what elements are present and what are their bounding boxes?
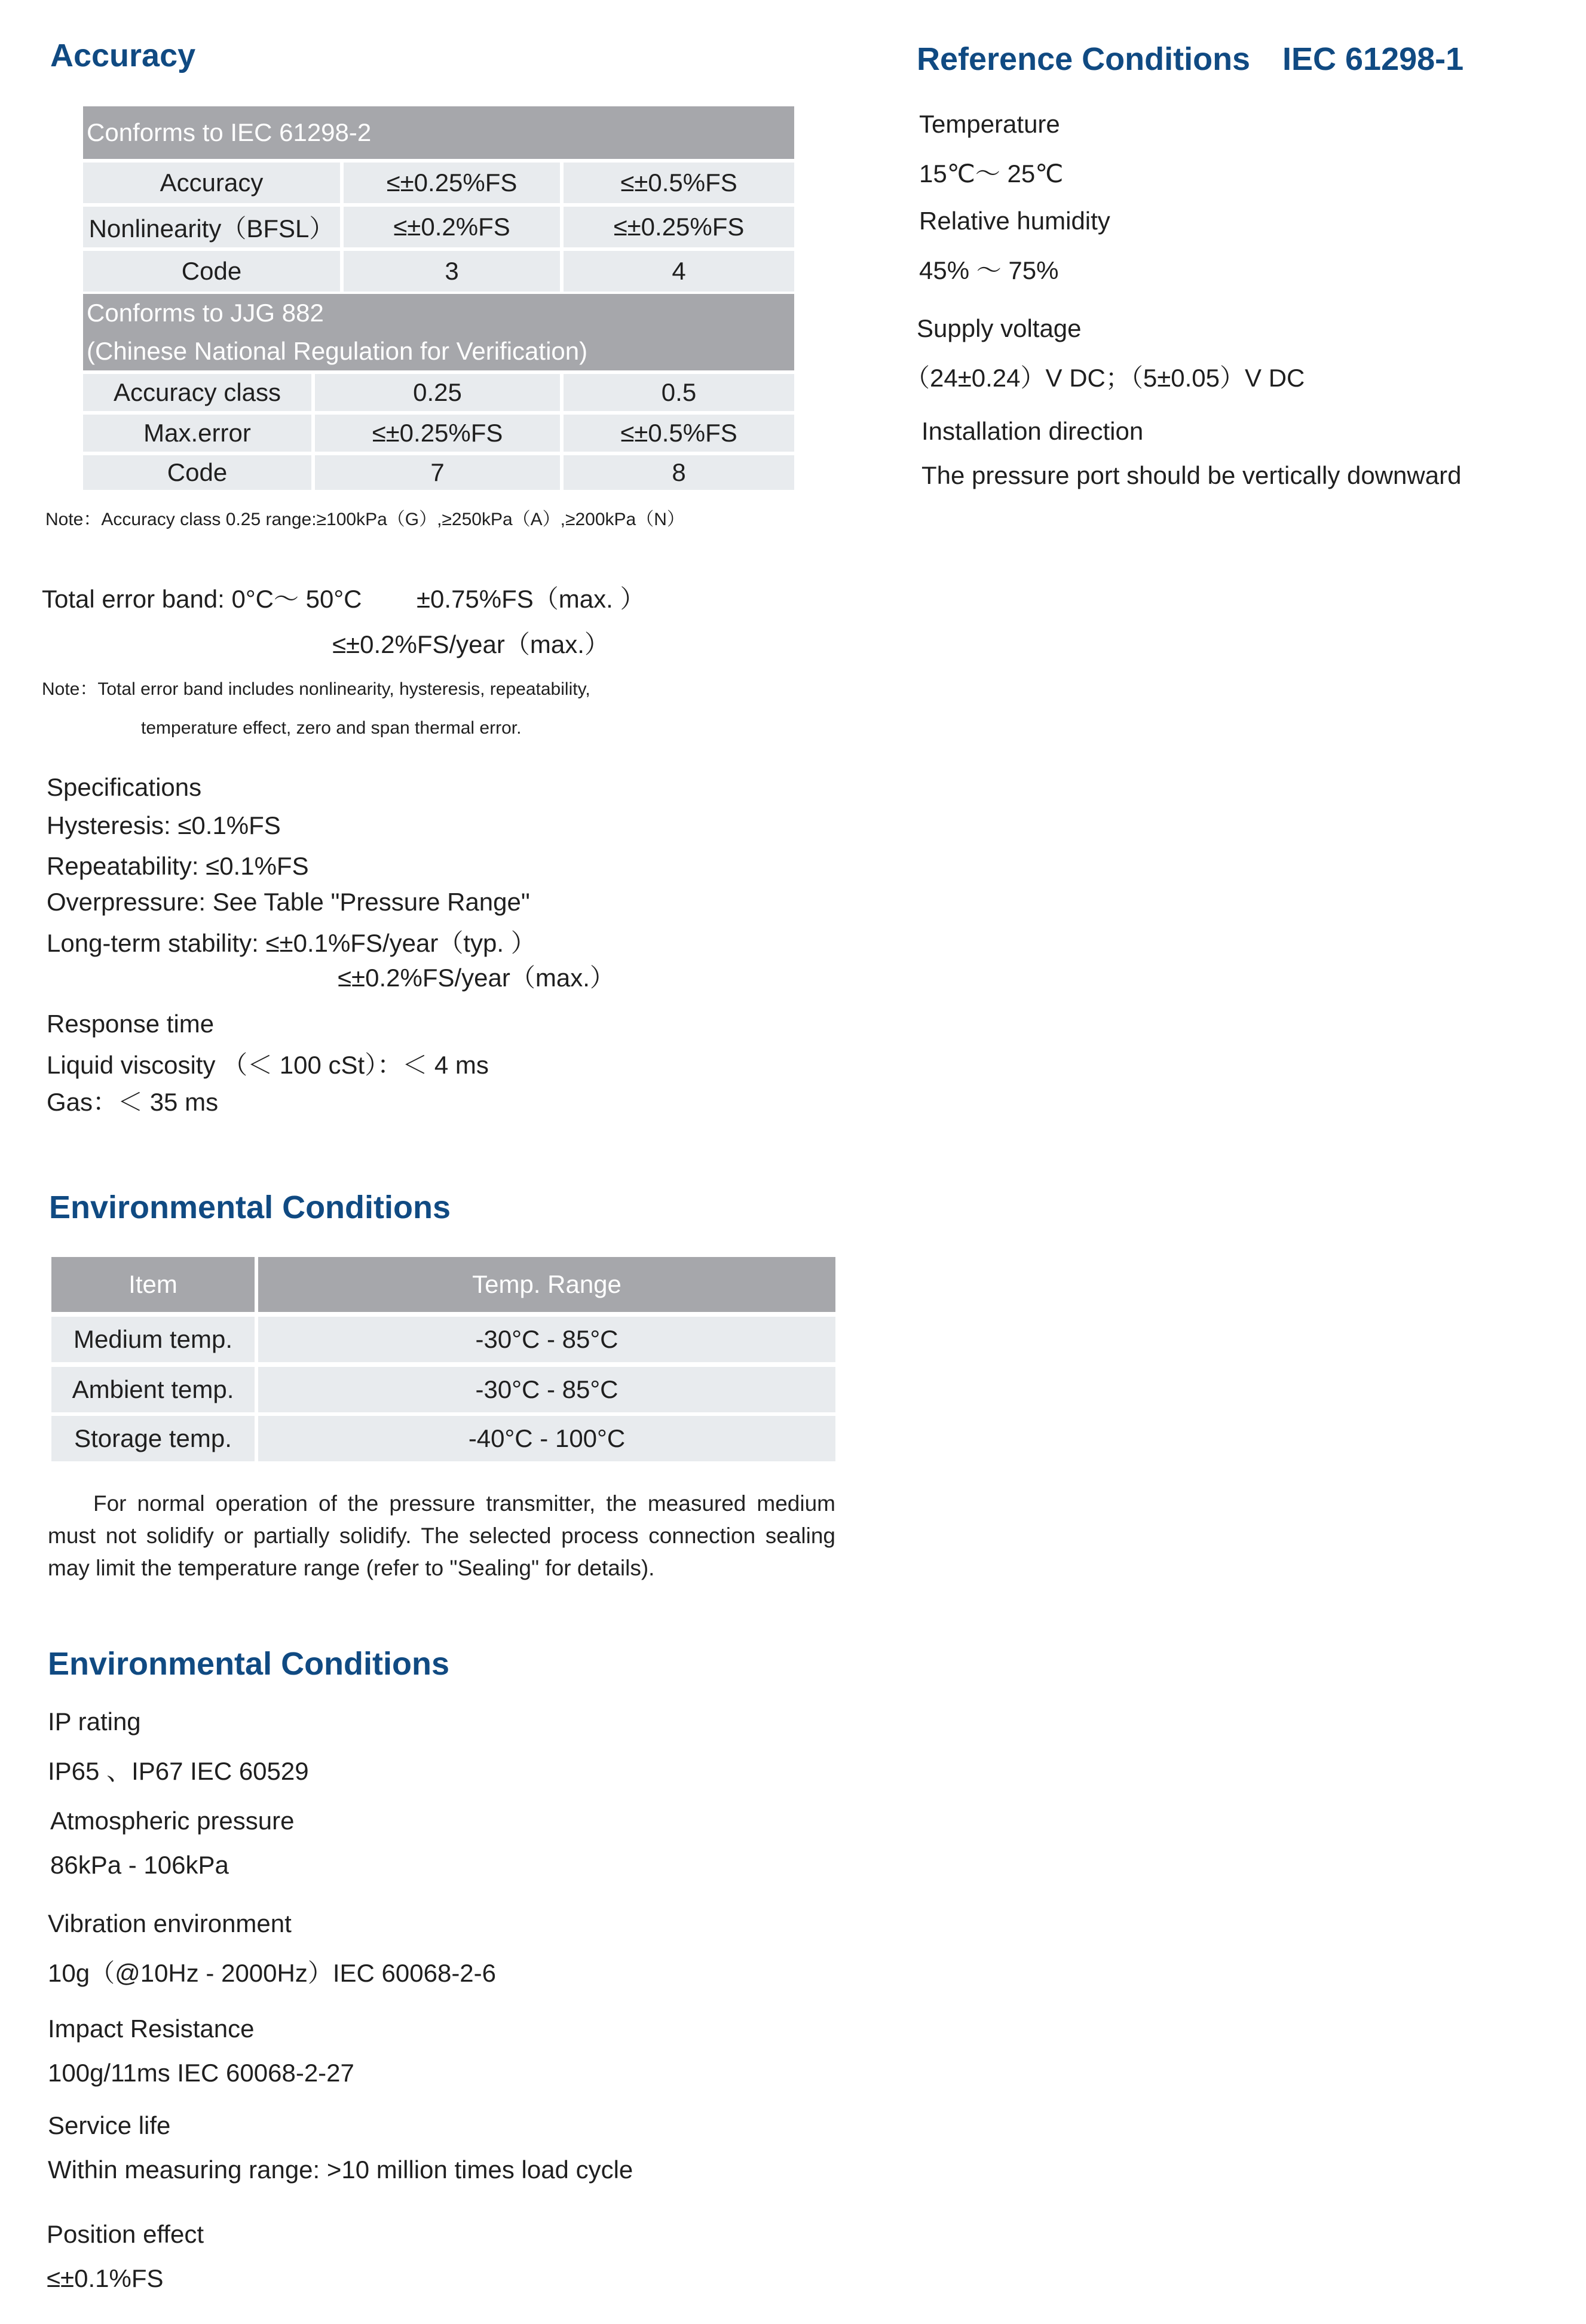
spec-overpressure: Overpressure: See Table "Pressure Range" [47, 888, 530, 916]
table-cell: Nonlinearity（BFSL） [83, 207, 340, 247]
reference-title: Reference Conditions [917, 41, 1251, 77]
table-cell: Code [83, 251, 340, 292]
impact-label: Impact Resistance [48, 2015, 255, 2043]
table-row [51, 1317, 835, 1362]
ref-temperature-label: Temperature [919, 110, 1060, 138]
jjg-header [83, 294, 794, 370]
ip-rating-label: IP rating [48, 1707, 141, 1736]
table-cell: 4 [564, 251, 794, 292]
ref-temperature-value: 15℃～ 25℃ [919, 160, 1064, 188]
table-cell: 3 [344, 251, 560, 292]
position-effect-label: Position effect [47, 2220, 204, 2248]
table-cell: 7 [315, 455, 560, 490]
table-row [83, 374, 794, 411]
table-cell: ≤±0.25%FS [344, 163, 560, 203]
total-error-label: Total error band: 0°C～ 50°C [42, 585, 362, 613]
accuracy-note: Note：Accuracy class 0.25 range:≥100kPa（G）,≥250kPa（A）,≥200kPa（N） [45, 510, 685, 529]
table-cell: ≤±0.5%FS [564, 163, 794, 203]
table-cell: Max.error [83, 415, 311, 452]
ref-supply-value: （24±0.24）V DC；（5±0.05）V DC [905, 364, 1305, 392]
response-title: Response time [47, 1010, 215, 1038]
accuracy-table [83, 106, 794, 490]
reference-standard: IEC 61298-1 [1282, 41, 1464, 77]
table-row [51, 1416, 835, 1461]
accuracy-title: Accuracy [50, 38, 196, 73]
ref-install-label: Installation direction [921, 417, 1144, 445]
spec-hysteresis: Hysteresis: ≤0.1%FS [47, 811, 281, 839]
position-effect-value: ≤±0.1%FS [47, 2264, 164, 2292]
table-cell: -40°C - 100°C [258, 1416, 835, 1461]
vibration-value: 10g（@10Hz - 2000Hz）IEC 60068-2-6 [48, 1959, 497, 1987]
table-cell: -30°C - 85°C [258, 1367, 835, 1412]
ref-install-value: The pressure port should be vertically downward [921, 461, 1462, 489]
env1-title: Environmental Conditions [49, 1189, 451, 1225]
table-cell: Accuracy [83, 163, 340, 203]
response-liquid: Liquid viscosity （＜ 100 cSt）：＜ 4 ms [47, 1051, 489, 1079]
specs-title: Specifications [47, 773, 202, 801]
env-temp-table [51, 1257, 835, 1461]
jjg-header-line1: Conforms to JJG 882 [87, 299, 324, 327]
table-cell: Ambient temp. [51, 1367, 255, 1412]
total-error-note1: Note：Total error band includes nonlinearity, hysteresis, repeatability, [42, 679, 590, 699]
iec-header: Conforms to IEC 61298-2 [83, 106, 794, 159]
atm-pressure-value: 86kPa - 106kPa [50, 1851, 229, 1879]
vibration-label: Vibration environment [48, 1909, 292, 1937]
ref-supply-label: Supply voltage [917, 314, 1082, 342]
table-row [83, 251, 794, 292]
table-cell: 8 [564, 455, 794, 490]
env2-title: Environmental Conditions [48, 1646, 450, 1682]
table-cell: ≤±0.25%FS [315, 415, 560, 452]
table-cell: 0.5 [564, 374, 794, 411]
table-cell: ≤±0.2%FS [344, 207, 560, 247]
spec-longterm2: ≤±0.2%FS/year（max.） [338, 964, 615, 992]
service-life-label: Service life [48, 2111, 171, 2139]
total-error-note2: temperature effect, zero and span thermal error. [141, 718, 522, 738]
table-row [51, 1367, 835, 1412]
table-cell: ≤±0.5%FS [564, 415, 794, 452]
total-error-line2: ≤±0.2%FS/year（max.） [332, 630, 610, 658]
table-row [83, 415, 794, 452]
table-cell: 0.25 [315, 374, 560, 411]
ref-humidity-label: Relative humidity [919, 207, 1110, 235]
table-header-row [51, 1257, 835, 1312]
table-cell: ≤±0.25%FS [564, 207, 794, 247]
table-cell: Storage temp. [51, 1416, 255, 1461]
table-header: Item [51, 1257, 255, 1312]
atm-pressure-label: Atmospheric pressure [50, 1807, 295, 1835]
spec-longterm: Long-term stability: ≤±0.1%FS/year（typ. ） [47, 929, 536, 957]
ip-rating-value: IP65 、IP67 IEC 60529 [48, 1757, 309, 1785]
impact-value: 100g/11ms IEC 60068-2-27 [48, 2059, 354, 2087]
ref-humidity-value: 45% ～ 75% [919, 256, 1059, 284]
total-error-value: ±0.75%FS（max. ） [417, 585, 645, 613]
response-gas: Gas：＜ 35 ms [47, 1088, 219, 1116]
jjg-header-line2: (Chinese National Regulation for Verification) [87, 337, 588, 365]
table-cell: Accuracy class [83, 374, 311, 411]
spec-repeatability: Repeatability: ≤0.1%FS [47, 852, 309, 880]
table-cell: -30°C - 85°C [258, 1317, 835, 1362]
table-cell: Medium temp. [51, 1317, 255, 1362]
table-row [83, 207, 794, 247]
table-cell: Code [83, 455, 311, 490]
env1-paragraph: For normal operation of the pressure transmitter, the measured medium must not solidify or partially solidify. The selected process connection sealing may limit the temperature range (refer to "Sealing" for details). [48, 1491, 835, 1580]
table-row [83, 455, 794, 490]
table-row [83, 163, 794, 203]
table-header: Temp. Range [258, 1257, 835, 1312]
service-life-value: Within measuring range: >10 million times load cycle [48, 2156, 633, 2184]
